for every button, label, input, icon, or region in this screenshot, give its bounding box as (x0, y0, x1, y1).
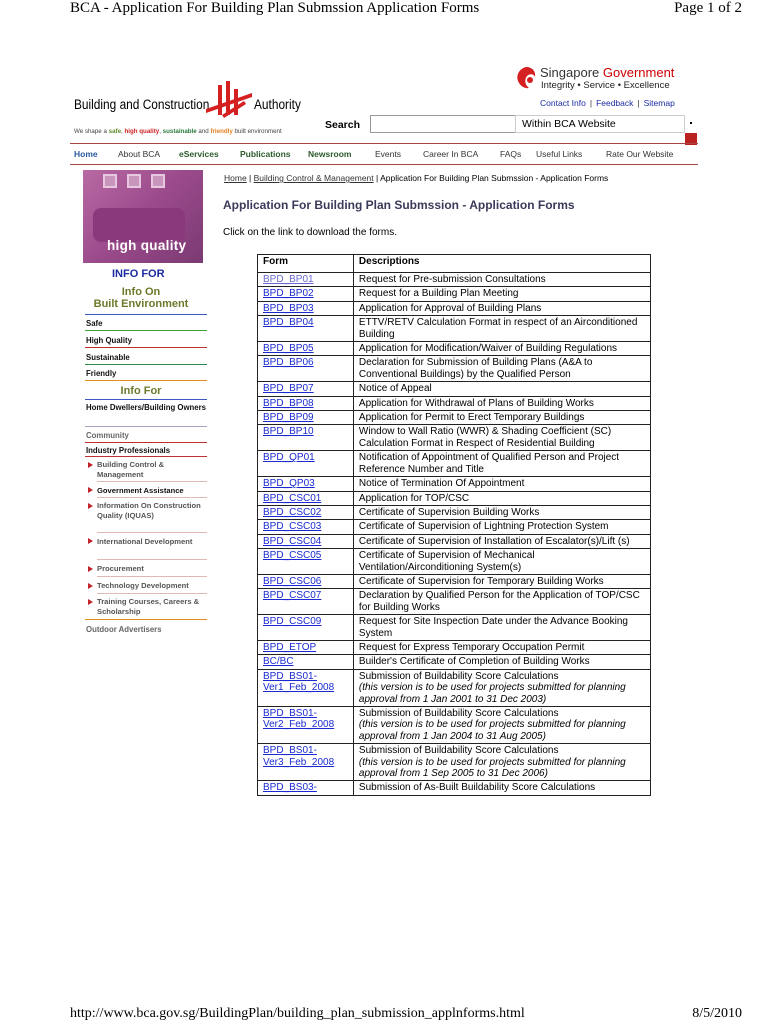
nav-career[interactable]: Career In BCA (423, 149, 479, 159)
table-row (258, 744, 651, 781)
form-description (353, 451, 650, 477)
form-link[interactable]: BPD_BS03- (258, 781, 354, 795)
form-version-note: (this version is to be used for projects submitted for planning approval from 1 Jan 2001 to 31 Dec 2003) (358, 682, 626, 705)
form-description-text: Notice of Appeal (358, 383, 432, 395)
singapore-government-title: Singapore Government (540, 65, 675, 80)
form-description (353, 640, 650, 654)
form-description-text: Certificate of Supervision for Temporary Building Works (358, 575, 604, 587)
print-footer-url: http://www.bca.gov.sg/BuildingPlan/building_plan_submission_applnforms.html (70, 1006, 525, 1021)
form-description-text: Submission of As-Built Buildability Score Calculations (358, 782, 596, 794)
bullet-arrow-icon (88, 462, 93, 468)
divider (85, 456, 207, 457)
table-row (258, 505, 651, 519)
sidebar-info-for-subheading: Info For (120, 385, 162, 397)
sitemap-link[interactable]: Sitemap (643, 98, 675, 108)
table-header-row (258, 255, 651, 273)
table-row (258, 707, 651, 744)
table-row (258, 411, 651, 425)
bullet-arrow-icon (88, 503, 93, 509)
column-header-form: Form (258, 255, 354, 273)
scope-dropdown-icon (690, 122, 692, 124)
form-description (353, 287, 650, 301)
table-row (258, 396, 651, 410)
table-row (258, 655, 651, 669)
bullet-arrow-icon (88, 583, 93, 589)
divider (97, 576, 207, 577)
sidebar-sub-training[interactable]: Training Courses, Careers & Scholarship (97, 597, 200, 616)
sidebar-sub-procurement[interactable]: Procurement (97, 564, 144, 573)
form-description-text: Certificate of Supervision of Mechanical Ventilation/Airconditioning System(s) (358, 550, 535, 573)
breadcrumb: Home | Building Control & Management | Application For Building Plan Submssion - Application Forms (224, 173, 609, 183)
table-row (258, 382, 651, 396)
bca-logo-icon[interactable] (204, 79, 254, 121)
form-link[interactable]: BPD_BP10 (258, 425, 354, 451)
table-row (258, 640, 651, 654)
contact-info-link[interactable]: Contact Info (540, 98, 586, 108)
form-description-text: Certificate of Supervision Building Works (358, 506, 540, 518)
search-scope-select[interactable]: Within BCA Website (515, 115, 685, 133)
table-row (258, 491, 651, 505)
print-footer-date: 8/5/2010 (692, 1006, 742, 1021)
form-description (353, 781, 650, 795)
form-description (353, 589, 650, 615)
table-row (258, 425, 651, 451)
table-row (258, 287, 651, 301)
table-row (258, 615, 651, 641)
form-description-text: Request for a Building Plan Meeting (358, 288, 519, 300)
hero-caption: high quality (107, 238, 187, 253)
bullet-arrow-icon (88, 566, 93, 572)
form-link[interactable]: BPD_CSC03 (258, 520, 354, 534)
form-link[interactable]: BPD_CSC02 (258, 505, 354, 519)
form-link[interactable]: BC/BC (258, 655, 354, 669)
divider (85, 426, 207, 427)
form-description (353, 382, 650, 396)
sidebar-item-safe[interactable]: Safe (86, 319, 103, 328)
hero-banner-image (83, 170, 203, 263)
form-description (353, 273, 650, 287)
top-links (540, 98, 675, 108)
sidebar-item-high-quality[interactable]: High Quality (86, 336, 132, 345)
breadcrumb-current: Application For Building Plan Submssion - Application Forms (380, 173, 609, 183)
divider (97, 559, 207, 560)
divider (97, 481, 207, 482)
table-row (258, 342, 651, 356)
sidebar-sub-gov-assistance[interactable]: Government Assistance (97, 486, 184, 495)
form-link[interactable]: BPD_BP09 (258, 411, 354, 425)
form-description (353, 549, 650, 575)
form-version-note: (this version is to be used for projects submitted for planning approval from 1 Jan 2004 to 31 Aug 2005) (358, 719, 626, 742)
nav-eservices[interactable]: eServices (179, 149, 219, 159)
divider (97, 532, 207, 533)
table-row (258, 301, 651, 315)
bca-name-right: Authority (254, 97, 301, 112)
table-cut-mask (257, 944, 652, 948)
sidebar-sub-technology[interactable]: Technology Development (97, 581, 189, 590)
form-description (353, 669, 650, 706)
table-row (258, 520, 651, 534)
table-row (258, 451, 651, 477)
form-description-text: Builder's Certificate of Completion of Building Works (358, 656, 590, 668)
form-description-text: Window to Wall Ratio (WWR) & Shading Coefficient (SC) Calculation Format in Respect of Residential Building (358, 426, 612, 449)
form-description-text: Submission of Buildability Score Calculations (358, 745, 559, 757)
form-description (353, 655, 650, 669)
breadcrumb-section[interactable]: Building Control & Management (253, 173, 374, 183)
table-row (258, 534, 651, 548)
form-description (353, 396, 650, 410)
sidebar-info-on-heading: Info On (121, 286, 161, 298)
form-description-text: Submission of Buildability Score Calculations (358, 708, 559, 719)
form-link[interactable]: BPD_BP03 (258, 301, 354, 315)
form-description (353, 707, 650, 744)
nav-faqs[interactable]: FAQs (500, 149, 522, 159)
separator: | (589, 98, 593, 108)
form-description-text: Notice of Termination Of Appointment (358, 478, 525, 490)
form-link[interactable]: BPD_BP02 (258, 287, 354, 301)
nav-useful-links[interactable]: Useful Links (536, 149, 583, 159)
divider (85, 399, 207, 400)
form-link[interactable]: BPD_CSC06 (258, 574, 354, 588)
sidebar-sub-international[interactable]: International Development (97, 537, 193, 546)
form-description-text: Submission of Buildability Score Calculations (358, 670, 559, 682)
sidebar-item-sustainable[interactable]: Sustainable (86, 353, 130, 362)
form-link[interactable]: BPD_QP03 (258, 477, 354, 491)
form-description-text: Request for Express Temporary Occupation Permit (358, 641, 585, 653)
sidebar-built-env-heading: Built Environment (93, 298, 189, 310)
form-description (353, 411, 650, 425)
form-link[interactable]: BPD_CSC05 (258, 549, 354, 575)
form-description (353, 301, 650, 315)
table-row (258, 273, 651, 287)
form-link[interactable]: BPD_BP05 (258, 342, 354, 356)
form-link[interactable]: BPD_QP01 (258, 451, 354, 477)
form-description (353, 615, 650, 641)
intro-text: Click on the link to download the forms. (223, 227, 397, 238)
nav-about-bca[interactable]: About BCA (118, 149, 161, 159)
table-row (258, 549, 651, 575)
divider (85, 314, 207, 315)
divider (85, 330, 207, 331)
singapore-lion-icon (515, 66, 537, 90)
nav-publications[interactable]: Publications (240, 149, 291, 159)
form-link[interactable]: BPD_CSC04 (258, 534, 354, 548)
divider (97, 497, 207, 498)
nav-home[interactable]: Home (74, 149, 98, 159)
page-title: Application For Building Plan Submssion - Application Forms (223, 198, 575, 212)
form-link[interactable]: BPD_CSC07 (258, 589, 354, 615)
form-description-text: ETTV/RETV Calculation Format in respect of an Airconditioned Building (358, 317, 638, 340)
form-description (353, 505, 650, 519)
form-link[interactable]: BPD_BP04 (258, 316, 354, 342)
print-header-title: BCA - Application For Building Plan Submssion Application Forms (70, 0, 480, 16)
bullet-arrow-icon (88, 599, 93, 605)
singapore-government-motto: Integrity • Service • Excellence (541, 80, 670, 91)
search-label: Search (325, 119, 361, 131)
form-description (353, 491, 650, 505)
form-description-text: Certificate of Supervision of Installation of Escalator(s)/Lift (s) (358, 535, 630, 547)
form-link[interactable]: BPD_BP06 (258, 356, 354, 382)
form-link[interactable]: BPD_BP08 (258, 396, 354, 410)
form-description-text: Request for Pre-submission Consultations (358, 274, 546, 285)
form-description-text: Declaration for Submission of Building Plans (A&A to Conventional Buildings) by the Qualified Person (358, 357, 593, 380)
separator: | (637, 98, 640, 108)
divider (85, 364, 207, 365)
form-description-text: Notification of Appointment of Qualified Person and Project Reference Number and Title (358, 452, 620, 475)
form-description (353, 744, 650, 781)
forms-table (257, 254, 651, 796)
form-description-text: Declaration by Qualified Person for the Application of TOP/CSC for Building Works (358, 590, 640, 613)
sidebar-item-outdoor[interactable]: Outdoor Advertisers (86, 625, 162, 634)
form-description-text: Application for Permit to Erect Temporary Buildings (358, 412, 585, 424)
form-description (353, 342, 650, 356)
table-row (258, 669, 651, 706)
table-row (258, 477, 651, 491)
form-link[interactable]: BPD_BP07 (258, 382, 354, 396)
form-description-text: Certificate of Supervision of Lightning Protection System (358, 521, 609, 533)
form-link[interactable]: BPD_BS01-Ver2_Feb_2008 (258, 707, 354, 744)
breadcrumb-home[interactable]: Home (224, 173, 247, 183)
bullet-arrow-icon (88, 487, 93, 493)
sidebar-item-home-owners[interactable]: Home Dwellers/Building Owners (86, 403, 207, 412)
form-link[interactable]: BPD_CSC01 (258, 491, 354, 505)
column-header-descriptions: Descriptions (353, 255, 650, 273)
form-description (353, 356, 650, 382)
form-link[interactable]: BPD_BS01-Ver3_Feb_2008 (258, 744, 354, 781)
sidebar-sub-building-control[interactable]: Building Control & Management (97, 460, 165, 479)
form-version-note: (this version is to be used for projects submitted for planning approval from 1 Sep 2005 to 31 Dec 2006) (358, 756, 626, 780)
table-row (258, 589, 651, 615)
form-description-text: Application for TOP/CSC (358, 492, 470, 504)
form-description-text: Application for Approval of Building Plans (358, 302, 542, 314)
table-row (258, 356, 651, 382)
bca-tagline: We shape a safe, high quality, sustainable and friendly built environment (74, 128, 282, 135)
sidebar-item-friendly[interactable]: Friendly (86, 369, 117, 378)
nav-rate-website[interactable]: Rate Our Website (606, 149, 674, 159)
form-description-text: Request for Site Inspection Date under the Advance Booking System (358, 616, 628, 639)
form-link[interactable]: BPD_BS01-Ver1_Feb_2008 (258, 669, 354, 706)
form-description-text: Application for Modification/Waiver of Building Regulations (358, 343, 618, 355)
bca-name-left: Building and Construction (74, 97, 210, 112)
form-description (353, 316, 650, 342)
form-description (353, 534, 650, 548)
form-link[interactable]: BPD_ETOP (258, 640, 354, 654)
bullet-arrow-icon (88, 538, 93, 544)
table-row (258, 781, 651, 795)
form-link[interactable]: BPD_CSC09 (258, 615, 354, 641)
form-description (353, 520, 650, 534)
form-description-text: Application for Withdrawal of Plans of Building Works (358, 397, 594, 409)
form-description (353, 477, 650, 491)
print-header-page: Page 1 of 2 (674, 0, 742, 16)
form-link[interactable]: BPD_BP01 (258, 273, 354, 287)
nav-events[interactable]: Events (375, 149, 401, 159)
feedback-link[interactable]: Feedback (596, 98, 634, 108)
nav-newsroom[interactable]: Newsroom (308, 149, 352, 159)
sidebar-item-community[interactable]: Community (86, 431, 129, 440)
form-description (353, 425, 650, 451)
divider (85, 619, 207, 620)
sidebar-info-for-heading: INFO FOR (112, 268, 165, 280)
sidebar-item-industry[interactable]: Industry Professionals (86, 446, 171, 455)
table-row (258, 316, 651, 342)
table-row (258, 574, 651, 588)
divider (85, 442, 207, 443)
divider (97, 593, 207, 594)
sidebar-sub-iquas[interactable]: Information On Construction Quality (IQUAS) (97, 501, 201, 520)
search-input[interactable] (370, 115, 515, 133)
form-description (353, 574, 650, 588)
divider (85, 380, 207, 381)
divider (85, 347, 207, 348)
